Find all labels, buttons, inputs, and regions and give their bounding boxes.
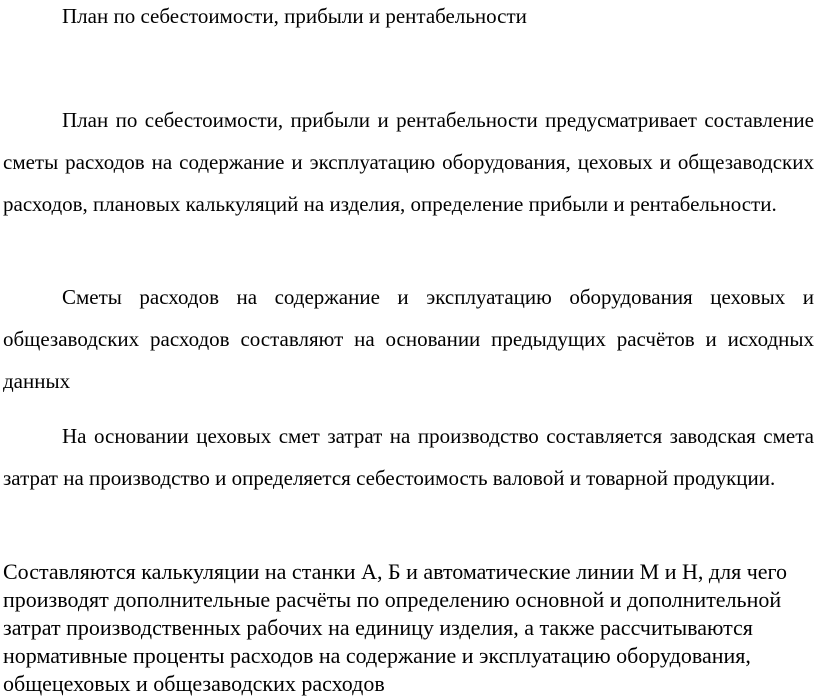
paragraph-factory-estimate: На основании цеховых смет затрат на производство составляется заводская смета затрат на производство и определяется себестоимость валовой и товарной продукции. bbox=[3, 424, 814, 490]
paragraph-calculations: Составляются калькуляции на станки А, Б и автоматические линии М и Н, для чего производят дополнительные расчёты по определению основной и дополнительной затрат производственных рабочих на единицу изделия, а также рассчитываются нормативные проценты расходов на содержание и эксплуатацию оборудования, общецеховых и общезаводских расходов bbox=[3, 559, 787, 696]
document-title: План по себестоимости, прибыли и рентабельности bbox=[62, 4, 527, 28]
paragraph-plan-description: План по себестоимости, прибыли и рентабельности предусматривает составление сметы расходов на содержание и эксплуатацию оборудования, цеховых и общезаводских расходов, плановых калькуляций на изделия, определение прибыли и рентабельности. bbox=[3, 108, 814, 216]
paragraph-estimates: Сметы расходов на содержание и эксплуатацию оборудования цеховых и общезаводских расходов составляют на основании предыдущих расчётов и исходных данных bbox=[3, 285, 814, 393]
